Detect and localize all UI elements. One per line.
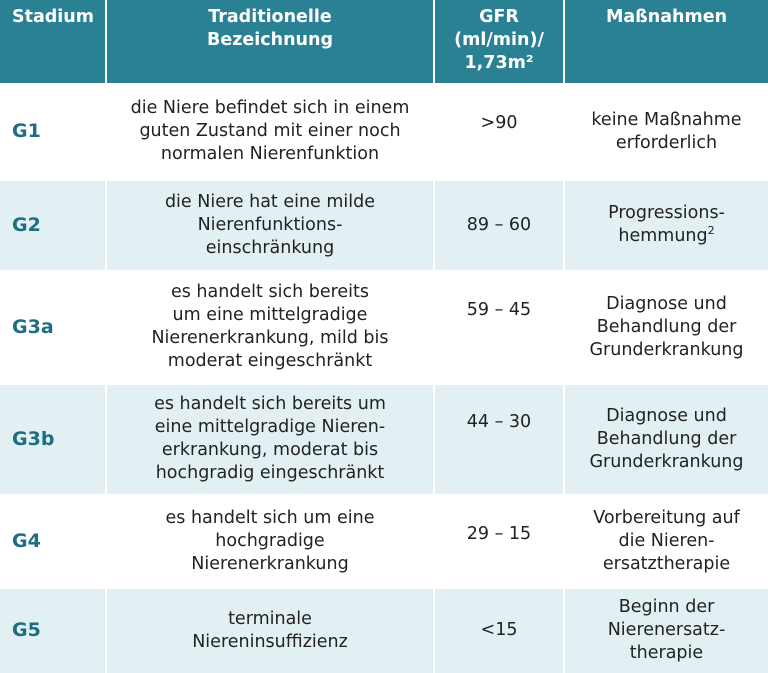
massnahmen-line: Behandlung der: [596, 428, 737, 449]
bezeichnung-line: eine mittelgradige Nieren-: [154, 417, 386, 437]
bezeichnung-cell: [106, 383, 434, 495]
bezeichnung-line: erkrankung, moderat bis: [161, 440, 379, 460]
table-row: [0, 84, 768, 179]
gfr-cell: >90: [434, 84, 564, 179]
massnahmen-line: Grunderkrankung: [589, 339, 744, 360]
table-row: [0, 383, 768, 495]
bezeichnung-line: um eine mittelgradige: [172, 305, 368, 325]
massnahmen-line: ersatztherapie: [602, 553, 731, 574]
bezeichnung-line: einschränkung: [205, 237, 335, 258]
massnahmen-text: hemmung: [618, 226, 708, 246]
header-gfr-line: 1,73m²: [464, 53, 534, 73]
massnahmen-line: erforderlich: [615, 132, 718, 153]
header-bezeichnung-line: Traditionelle: [208, 7, 332, 27]
massnahmen-line: Vorbereitung auf: [593, 507, 740, 528]
massnahmen-line: Diagnose und: [606, 405, 727, 426]
header-massnahmen: Maßnahmen: [564, 0, 768, 84]
table-row: [0, 271, 768, 383]
massnahmen-line: [571, 225, 762, 248]
bezeichnung-line: Niereninsuffizienz: [192, 631, 348, 652]
stage-cell: G4: [0, 495, 106, 587]
stage-cell: G2: [0, 179, 106, 271]
bezeichnung-cell: [106, 84, 434, 179]
bezeichnung-cell: [106, 587, 434, 673]
stage-cell: G1: [0, 84, 106, 179]
header-gfr: [434, 0, 564, 84]
header-gfr-line: GFR: [479, 7, 519, 27]
bezeichnung-line: moderat eingeschränkt: [167, 351, 373, 371]
massnahmen-cell: [564, 271, 768, 383]
bezeichnung-line: hochgradige: [215, 530, 325, 551]
bezeichnung-line: guten Zustand mit einer noch: [139, 121, 401, 141]
gfr-cell: 89 – 60: [434, 179, 564, 271]
bezeichnung-cell: [106, 271, 434, 383]
massnahmen-cell: [564, 495, 768, 587]
massnahmen-line: keine Maßnahme: [591, 109, 742, 130]
bezeichnung-line: hochgradig eingeschränkt: [155, 463, 385, 483]
bezeichnung-cell: [106, 495, 434, 587]
stage-cell: G5: [0, 587, 106, 673]
massnahmen-line: Progressions-: [608, 203, 725, 223]
massnahmen-line: Nierenersatz-: [607, 620, 726, 641]
header-gfr-line: (ml/min)/: [454, 30, 544, 50]
bezeichnung-line: es handelt sich um eine: [165, 507, 375, 528]
bezeichnung-line: Nierenfunktions-: [197, 214, 343, 235]
footnote-marker: 2: [707, 224, 715, 238]
header-bezeichnung-line: Bezeichnung: [207, 30, 333, 50]
gfr-cell: 29 – 15: [434, 495, 564, 587]
table-row: [0, 179, 768, 271]
massnahmen-cell: [564, 84, 768, 179]
massnahmen-line: Diagnose und: [606, 293, 727, 314]
header-stadium: Stadium: [0, 0, 106, 84]
gfr-cell: <15: [434, 587, 564, 673]
massnahmen-line: Grunderkrankung: [589, 451, 744, 472]
bezeichnung-cell: [106, 179, 434, 271]
massnahmen-cell: [564, 383, 768, 495]
bezeichnung-line: terminale: [228, 608, 312, 629]
bezeichnung-line: die Niere befindet sich in einem: [130, 98, 410, 118]
stage-cell: G3a: [0, 271, 106, 383]
bezeichnung-line: es handelt sich bereits um: [154, 394, 386, 414]
massnahmen-cell: [564, 587, 768, 673]
bezeichnung-line: Nierenerkrankung: [191, 553, 349, 574]
bezeichnung-line: normalen Nierenfunktion: [160, 144, 380, 164]
gfr-cell: 59 – 45: [434, 271, 564, 383]
massnahmen-line: die Nieren-: [618, 530, 715, 551]
gfr-cell: 44 – 30: [434, 383, 564, 495]
massnahmen-line: Beginn der: [618, 597, 715, 618]
header-row: [0, 0, 768, 84]
header-bezeichnung: [106, 0, 434, 84]
table-row: [0, 495, 768, 587]
table-row: [0, 587, 768, 673]
massnahmen-line: Behandlung der: [596, 316, 737, 337]
bezeichnung-line: Nierenerkrankung, mild bis: [151, 328, 389, 348]
bezeichnung-line: es handelt sich bereits: [170, 282, 370, 302]
stage-cell: G3b: [0, 383, 106, 495]
bezeichnung-line: die Niere hat eine milde: [164, 191, 376, 212]
massnahmen-line: therapie: [629, 643, 704, 664]
massnahmen-cell: [564, 179, 768, 271]
